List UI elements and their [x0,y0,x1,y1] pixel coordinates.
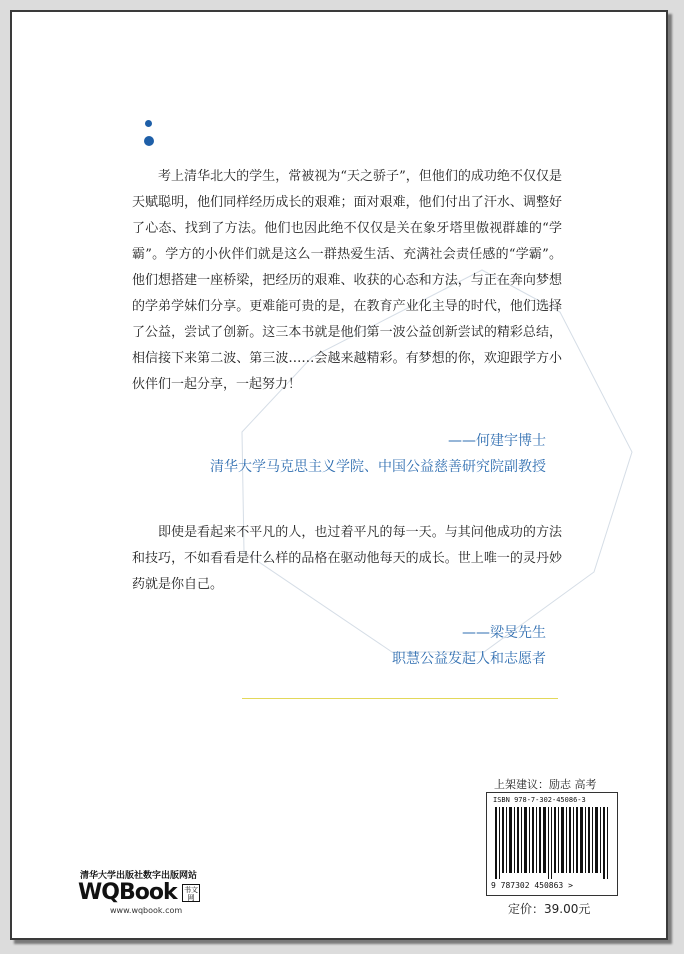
publisher-url: www.wqbook.com [110,906,183,915]
large-blue-dot [144,136,154,146]
quote-1-text: 考上清华北大的学生，常被视为“天之骄子”，但他们的成功绝不仅仅是天赋聪明，他们同样经历成长的艰难；面对艰难，他们付出了汗水、调整好了心态、找到了方法。他们也因此绝不仅仅是关在象牙塔里傲视群雄的“学霸”。学方的小伙伴们就是这么一群热爱生活、充满社会责任感的“学霸”。他们想搭建一座桥梁，把经历的艰难、收获的心态和方法，与正在奔向梦想的学弟学妹们分享。更难能可贵的是，在教育产业化主导的时代，他们选择了公益，尝试了创新。这三本书就是他们第一波公益创新尝试的精彩总结，相信接下来第二波、第三波……会越来越精彩。有梦想的你，欢迎跟学方小伙伴们一起分享，一起努力！ [132,169,562,392]
publisher-name: 清华大学出版社数字出版网站 [80,871,198,881]
barcode-digits: 9 787302 450863 > [491,881,573,890]
barcode-bars [495,807,611,879]
price: 定价：39.00元 [508,902,591,916]
quote-2-author: ——梁旻先生 [462,625,546,641]
yellow-divider [242,698,558,699]
publisher-stamp: 书文网 [184,886,198,902]
quote-1-author-title: 清华大学马克思主义学院、中国公益慈善研究院副教授 [210,459,546,475]
back-cover [10,10,668,940]
barcode [486,792,618,896]
quote-2-author-title: 职慧公益发起人和志愿者 [392,651,546,667]
quote-2-text: 即使是看起来不平凡的人，也过着平凡的每一天。与其问他成功的方法和技巧，不如看看是什么样的品格在驱动他每天的成长。世上唯一的灵丹妙药就是你自己。 [132,525,562,592]
shelf-suggestion: 上架建议：励志 高考 [494,778,597,791]
isbn-label: ISBN 978-7-302-45086-3 [493,796,586,804]
wqbook-logo: WQBook [78,880,177,905]
quote-1-author: ——何建宇博士 [448,433,546,449]
small-blue-dot [145,120,152,127]
